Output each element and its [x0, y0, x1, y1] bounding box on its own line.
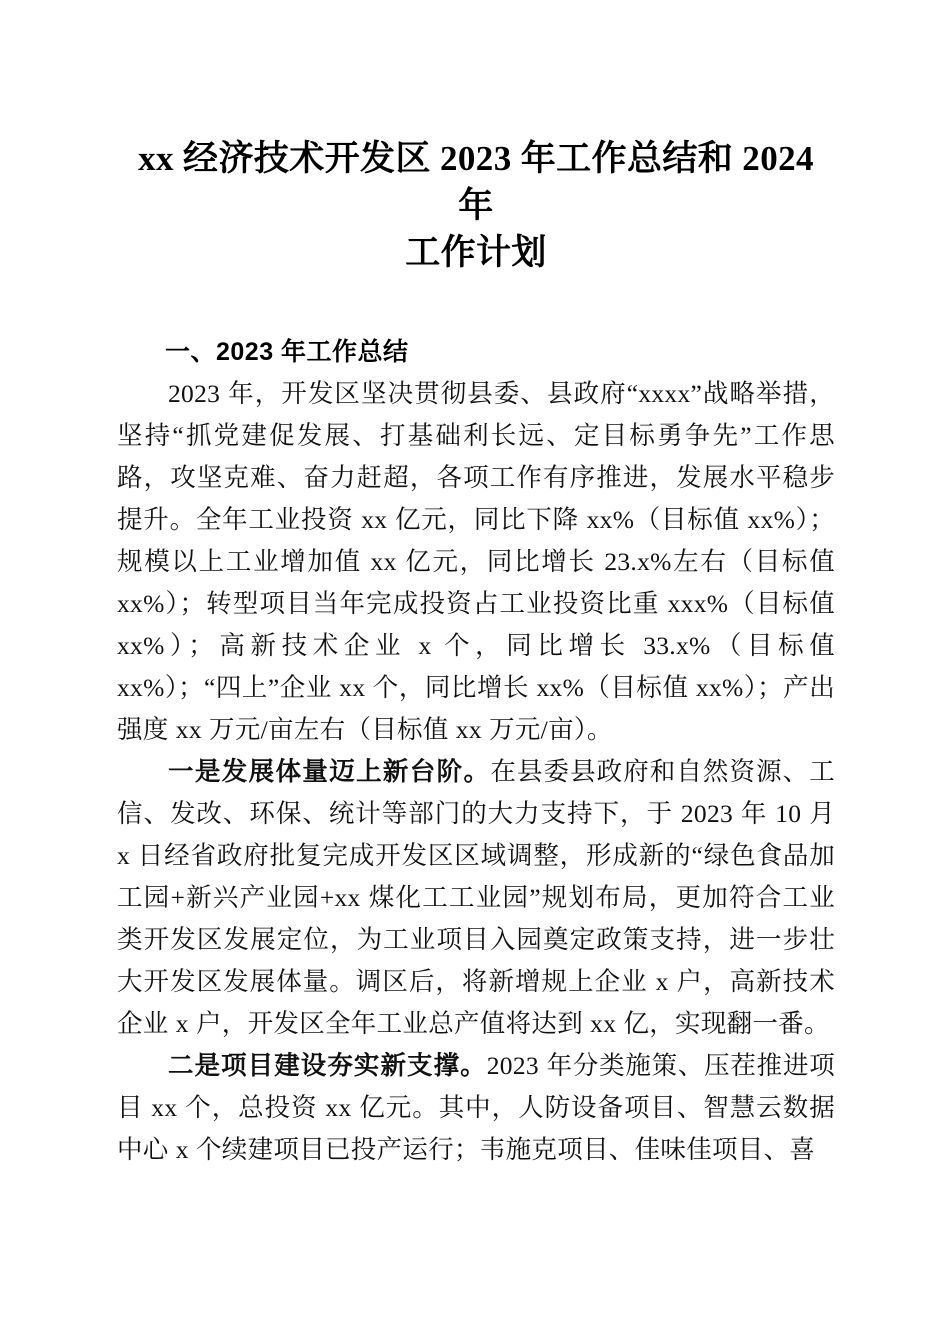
paragraph-point-one — [117, 751, 835, 1045]
document-title — [117, 0, 835, 276]
paragraph-point-two — [117, 1045, 835, 1171]
paragraph-overview — [117, 373, 835, 751]
document-title-line-1: xx 经济技术开发区 2023 年工作总结和 2024 年 — [138, 139, 814, 225]
paragraph-body: 在县委县政府和自然资源、工信、发改、环保、统计等部门的大力支持下，于 2023 年 10 月 x 日经省政府批复完成开发区区域调整，形成新的“绿色食品加工园+新兴产业园+xx 煤化工工业园”规划布局，更加符合工业类开发区发展定位，为工业项目入园奠定政策支持，进一步壮大开发区发展体量。调区后，将新增规上企业 x 户，高新技术企业 x 户，开发区全年工业总产值将达到 xx 亿，实现翻一番。 — [117, 757, 836, 1038]
document-content — [117, 0, 835, 1171]
paragraph-body: 2023 年分类施策、压茬推进项目 xx 个，总投资 xx 亿元。其中，人防设备项目、智慧云数据中心 x 个续建项目已投产运行；韦施克项目、佳味佳项目、喜 — [117, 1051, 835, 1164]
paragraph-lead: 二是项目建设夯实新支撑。 — [168, 1051, 487, 1080]
document-title-line-2: 工作计划 — [405, 233, 547, 272]
section-heading-2023-summary: 一、2023 年工作总结 — [165, 338, 409, 366]
paragraph-lead: 一是发展体量迈上新台阶。 — [168, 757, 491, 786]
paragraph-body: 2023 年，开发区坚决贯彻县委、县政府“xxxx”战略举措，坚持“抓党建促发展、打基础利长远、定目标勇争先”工作思路，攻坚克难、奋力赶超，各项工作有序推进，发展水平稳步提升。全年工业投资 xx 亿元，同比下降 xx%（目标值 xx%）；规模以上工业增加值 xx 亿元，同比增长 23.x%左右（目标值 xx%）；转型项目当年完成投资占工业投资比重 xxx%（目标值 xx%）；高新技术企业 x 个，同比增长 33.x%（目标值 xx%）；“四上”企业 xx 个，同比增长 xx%（目标值 xx%）；产出强度 xx 万元/亩左右（目标值 xx 万元/亩）。 — [117, 379, 835, 744]
